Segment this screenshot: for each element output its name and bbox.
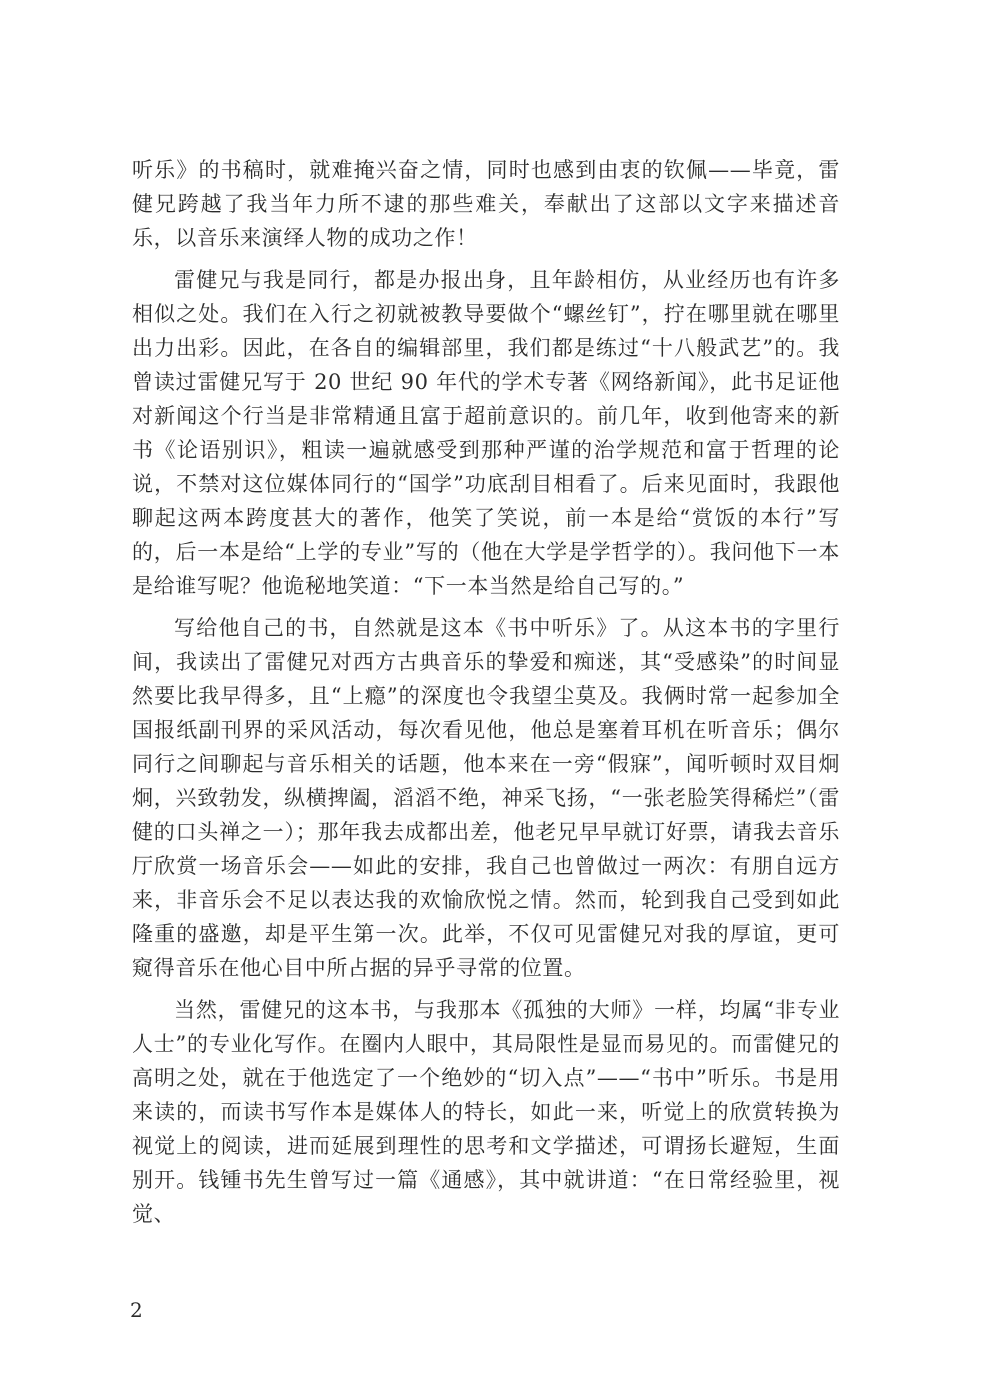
paragraph-3: 写给他自己的书，自然就是这本《书中听乐》了。从这本书的字里行间，我读出了雷健兄对西方古典音乐的挚爱和痴迷，其“受感染”的时间显然要比我早得多，且“上瘾”的深度也令我望尘莫及。我俩时常一起参加全国报纸副刊界的采风活动，每次看见他，他总是塞着耳机在听音乐；偶尔同行之间聊起与音乐相关的话题，他本来在一旁“假寐”，闻听顿时双目炯炯，兴致勃发，纵横捭阖，滔滔不绝，神采飞扬，“一张老脸笑得稀烂”（雷健的口头禅之一）；那年我去成都出差，他老兄早早就订好票，请我去音乐厅欣赏一场音乐会——如此的安排，我自己也曾做过一两次：有朋自远方来，非音乐会不足以表达我的欢愉欣悦之情。然而，轮到我自己受到如此隆重的盛邀，却是平生第一次。此举，不仅可见雷健兄对我的厚谊，更可窥得音乐在他心目中所占据的异乎寻常的位置。 [132,616,840,980]
paragraph-1: 听乐》的书稿时，就难掩兴奋之情，同时也感到由衷的钦佩——毕竟，雷健兄跨越了我当年力所不逮的那些难关，奉献出了这部以文字来描述音乐，以音乐来演绎人物的成功之作！ [132,158,840,250]
page-number: 2 [130,1298,143,1322]
page-body [132,153,840,1231]
paragraph-4: 当然，雷健兄的这本书，与我那本《孤独的大师》一样，均属“非专业人士”的专业化写作。在圈内人眼中，其局限性是显而易见的。而雷健兄的高明之处，就在于他选定了一个绝妙的“切入点”——“书中”听乐。书是用来读的，而读书写作本是媒体人的特长，如此一来，听觉上的欣赏转换为视觉上的阅读，进而延展到理性的思考和文学描述，可谓扬长避短，生面别开。钱锺书先生曾写过一篇《通感》，其中就讲道：“在日常经验里，视觉、 [132,998,840,1226]
paragraph-2: 雷健兄与我是同行，都是办报出身，且年龄相仿，从业经历也有许多相似之处。我们在入行之初就被教导要做个“螺丝钉”，拧在哪里就在哪里出力出彩。因此，在各自的编辑部里，我们都是练过“十八般武艺”的。我曾读过雷健兄写于 20 世纪 90 年代的学术专著《网络新闻》，此书足证他对新闻这个行当是非常精通且富于超前意识的。前几年，收到他寄来的新书《论语别识》，粗读一遍就感受到那种严谨的治学规范和富于哲理的论说，不禁对这位媒体同行的“国学”功底刮目相看了。后来见面时，我跟他聊起这两本跨度甚大的著作，他笑了笑说，前一本是给“赏饭的本行”写的，后一本是给“上学的专业”写的（他在大学是学哲学的）。我问他下一本是给谁写呢？他诡秘地笑道：“下一本当然是给自己写的。” [132,268,840,598]
